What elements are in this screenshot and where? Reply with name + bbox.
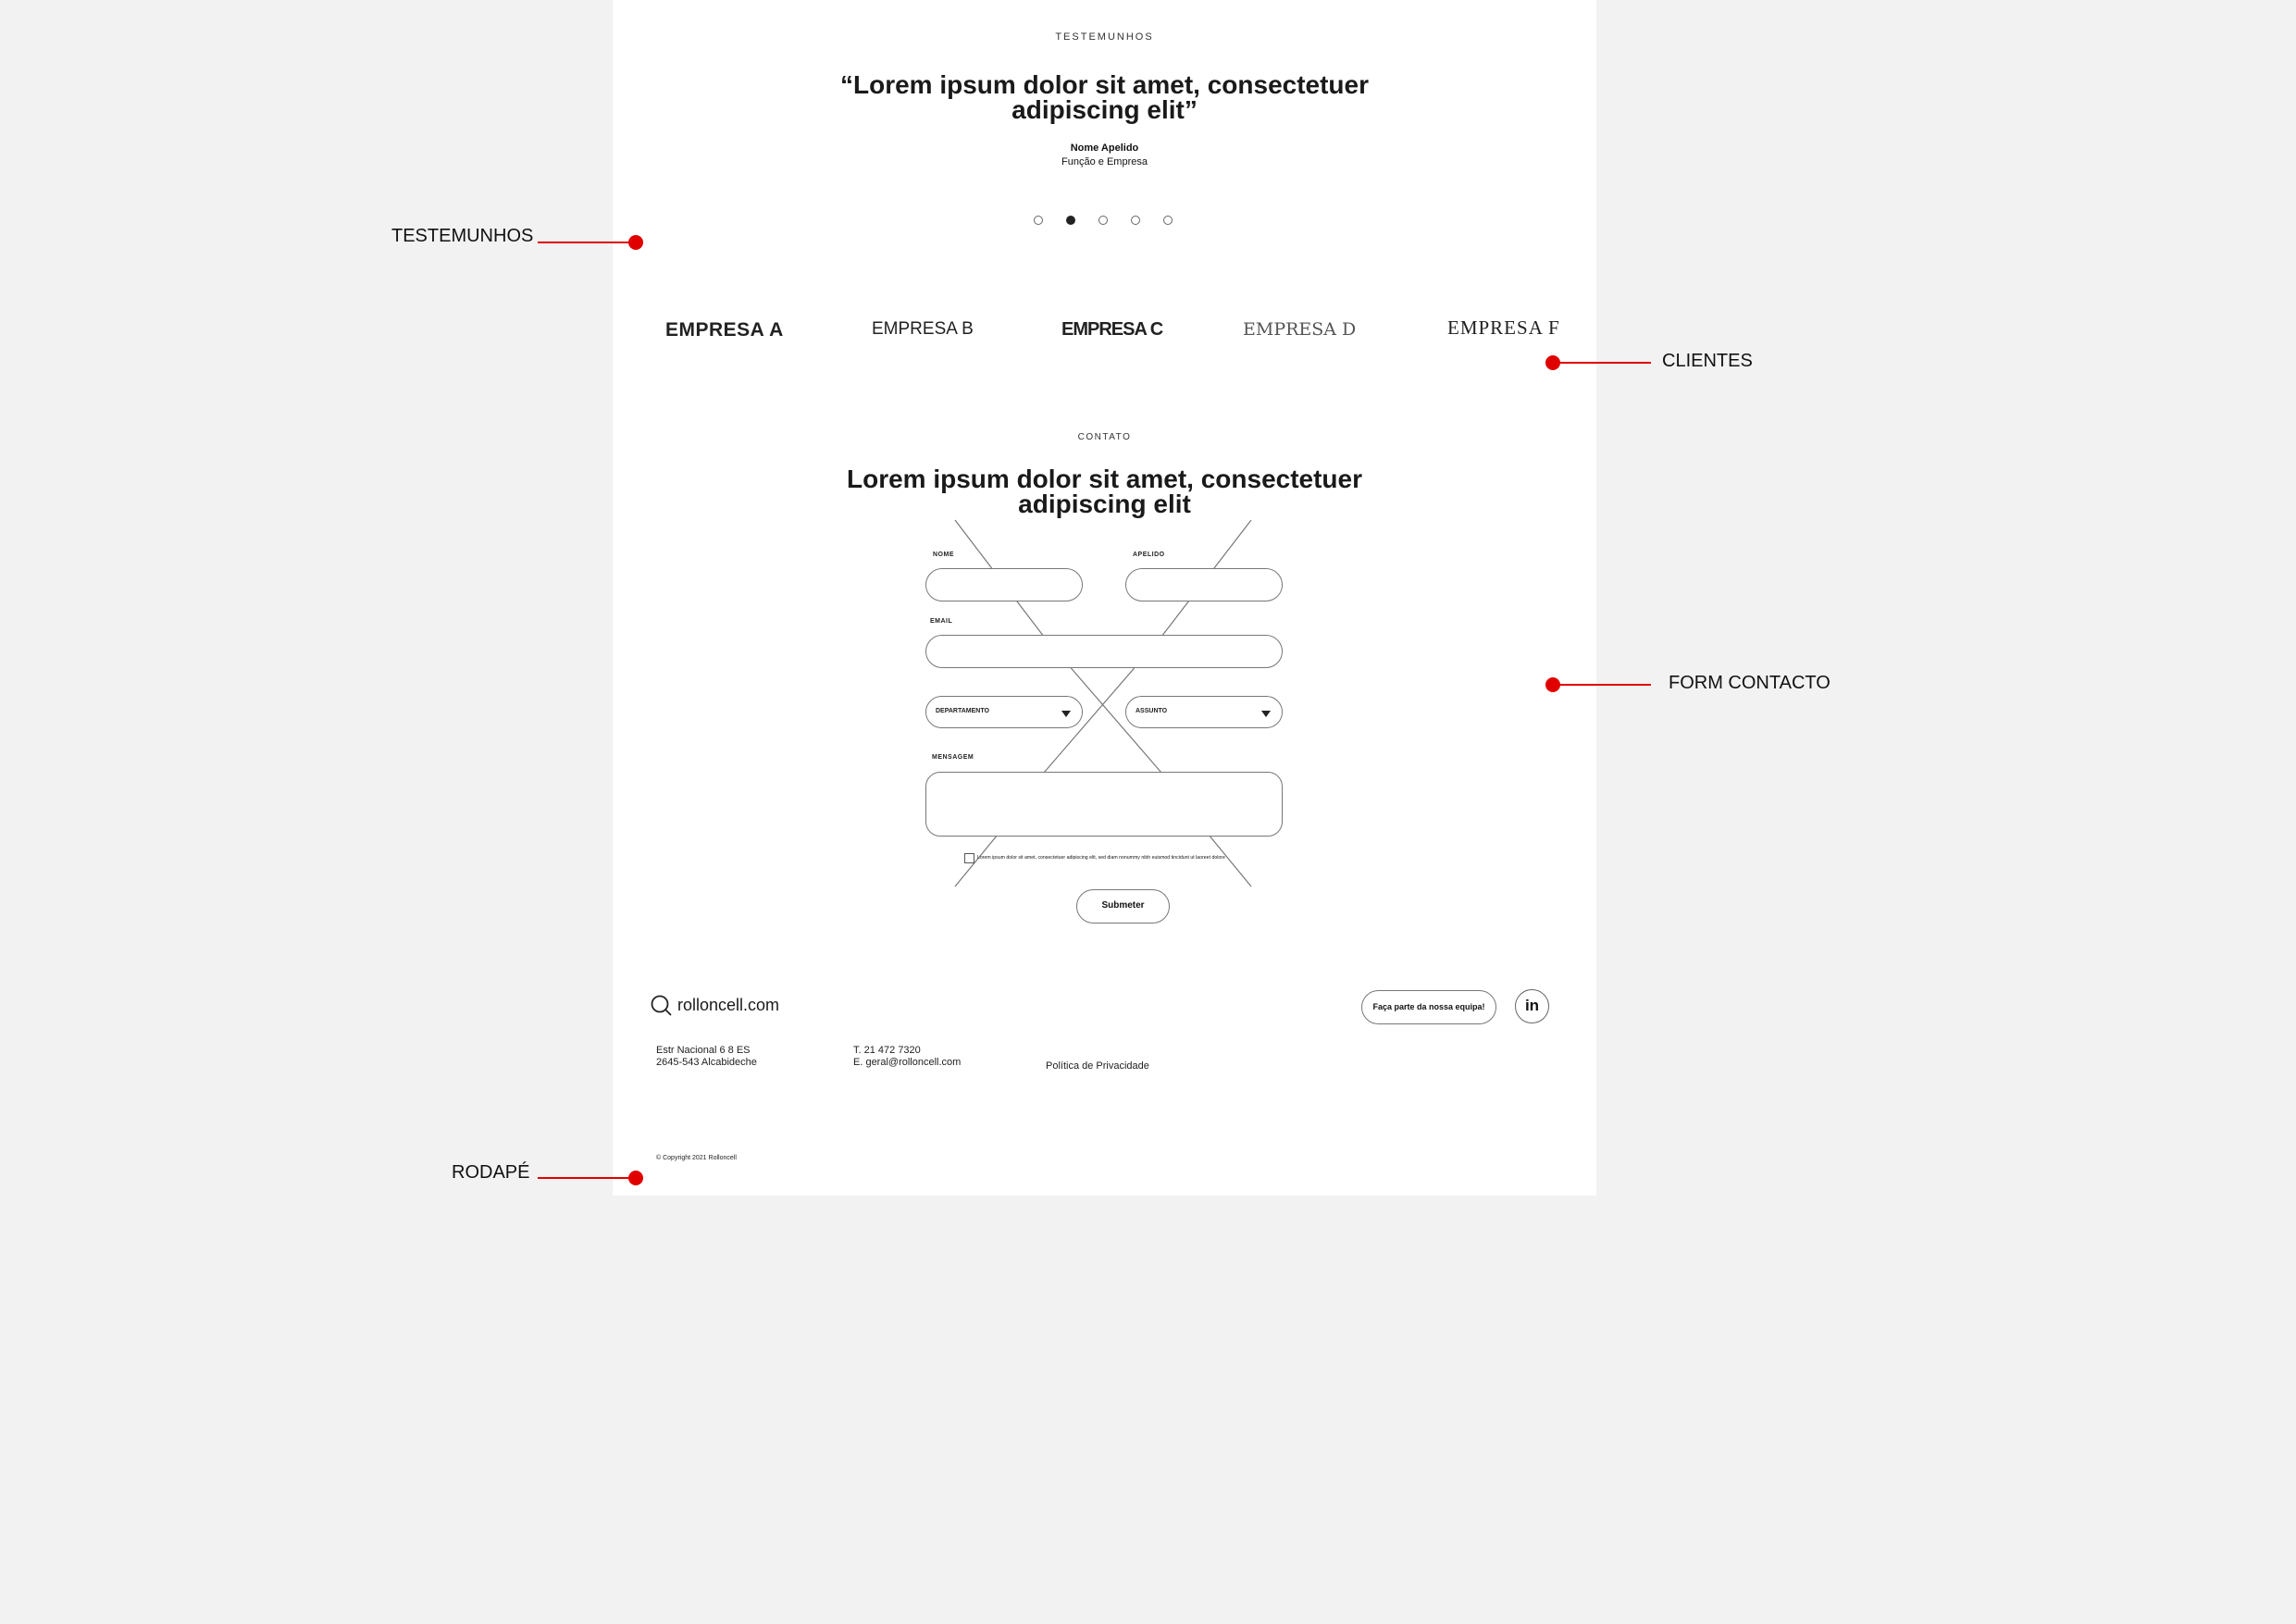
chevron-down-icon [1261,711,1271,717]
annotation-line [1553,362,1651,364]
department-select[interactable] [925,696,1083,728]
annotation-label: TESTEMUNHOS [391,226,534,246]
consent-checkbox[interactable] [964,853,974,863]
address-line-1: Estr Nacional 6 8 ES [656,1045,751,1056]
subject-select-label: ASSUNTO [1136,708,1168,714]
footer-phone[interactable]: T. 21 472 7320 [853,1045,921,1056]
chevron-down-icon [1061,711,1071,717]
annotation-line [538,1177,636,1179]
contact-kicker: CONTATO [1077,432,1132,442]
address-line-2: 2645-543 Alcabideche [656,1057,757,1068]
copyright: © Copyright 2021 Rolloncell [656,1155,737,1161]
annotation-label: CLIENTES [1662,351,1753,371]
site-name[interactable]: rolloncell.com [677,996,780,1014]
message-textarea[interactable] [925,772,1283,837]
client-logo-a: EMPRESA A [665,319,784,341]
testimonials-kicker: TESTEMUNHOS [1055,31,1154,43]
annotation-line [1553,684,1651,686]
annotation-marker [628,1171,643,1185]
client-logo-c: EMPRESA C [1061,319,1163,340]
last-name-label: APELIDO [1133,552,1165,558]
annotation-marker [628,235,643,250]
submit-button[interactable]: Submeter [1076,889,1170,924]
annotation-label: RODAPÉ [452,1162,530,1183]
annotation-label: FORM CONTACTO [1669,673,1831,693]
annotation-line [538,242,636,243]
testimonial-author-name: Nome Apelido [1070,143,1139,154]
department-select-label: DEPARTAMENTO [936,708,989,714]
search-icon [651,995,673,1017]
first-name-label: NOME [933,552,954,558]
linkedin-icon[interactable]: in [1515,989,1549,1023]
contact-title: Lorem ipsum dolor sit amet, consectetuer adipiscing elit [846,465,1363,518]
email-input[interactable] [925,635,1283,668]
subject-select[interactable] [1125,696,1283,728]
email-label: EMAIL [930,618,953,625]
footer-email[interactable]: E. geral@rolloncell.com [853,1057,962,1068]
client-logo-b: EMPRESA B [872,319,974,339]
footer-contacts [853,1045,961,1069]
first-name-input[interactable] [925,568,1083,601]
site-logo[interactable] [651,995,673,1017]
client-logo-f: EMPRESA F [1447,316,1560,339]
footer-address [656,1045,757,1069]
join-team-button[interactable]: Faça parte da nossa equipa! [1361,990,1496,1024]
message-label: MENSAGEM [932,754,974,761]
wireframe-page [613,0,1596,1196]
testimonial-quote: “Lorem ipsum dolor sit amet, consectetuer adipiscing elit” [839,70,1370,124]
consent-text: Lorem ipsum dolor sit amet, consectetuer adipiscing elit, sed diam nonummy nibh euismod tincidunt ut laoreet dolore [977,855,1225,861]
testimonial-author-role: Função e Empresa [1061,156,1148,167]
last-name-input[interactable] [1125,568,1283,601]
client-logo-d: EMPRESA D [1243,319,1357,340]
privacy-policy-link[interactable]: Política de Privacidade [1046,1060,1149,1072]
